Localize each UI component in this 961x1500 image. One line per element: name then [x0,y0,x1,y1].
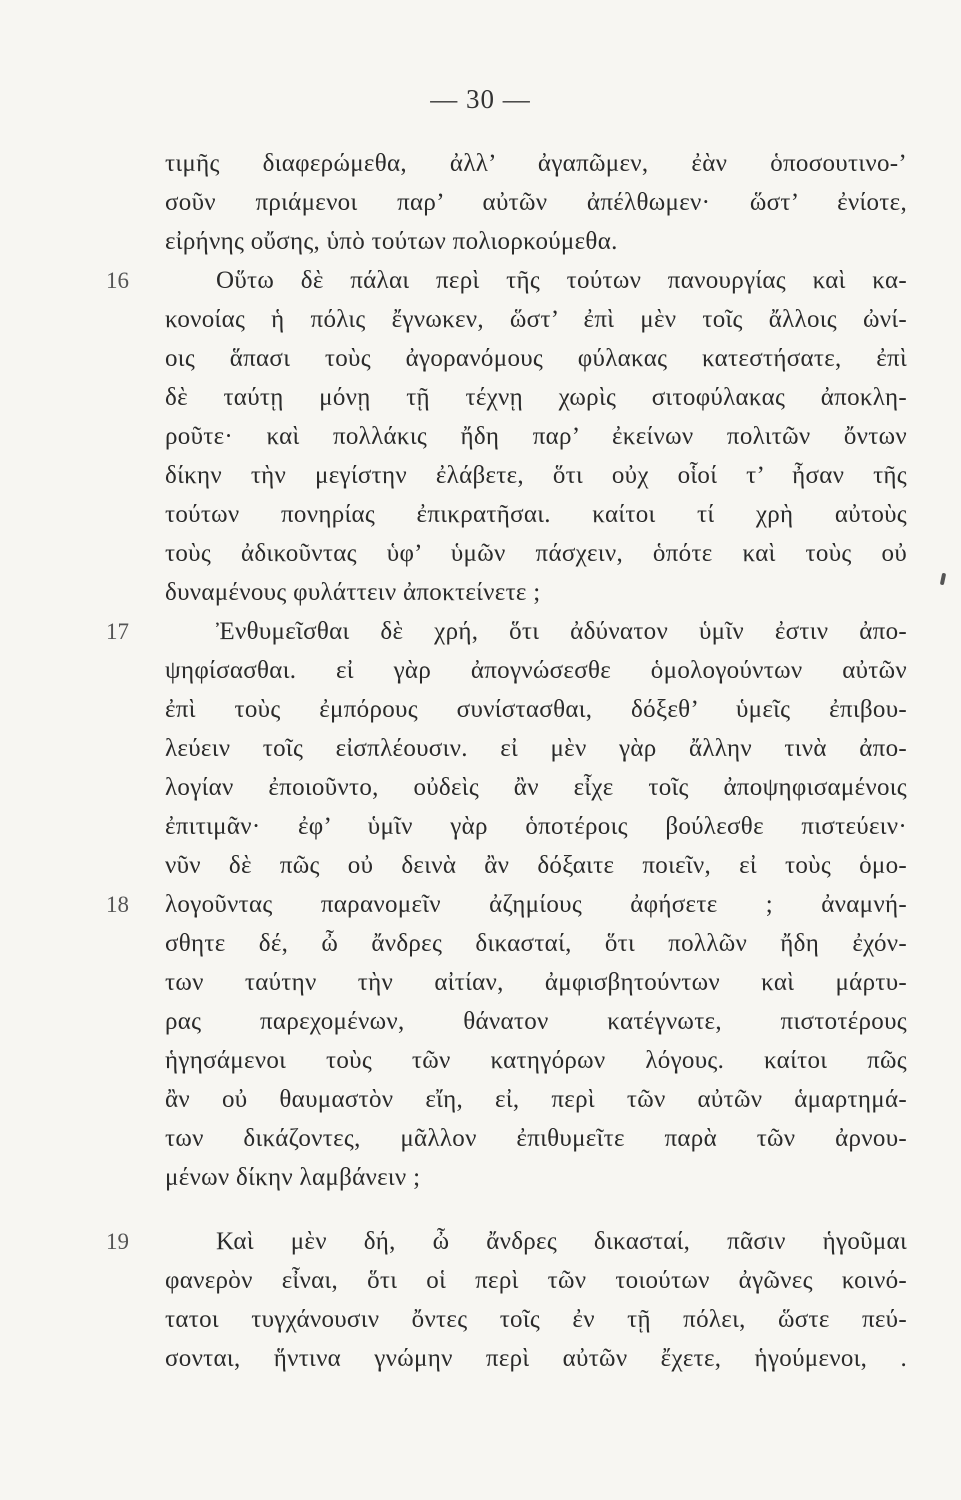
text-line: φανερὸν εἶναι, ὅτι οἱ περὶ τῶν τοιούτων ἀγῶνες κοινό- [165,1267,907,1294]
text-line: ρας παρεχομένων, θάνατον κατέγνωτε, πιστοτέρους [165,1008,907,1035]
text-line: λεύειν τοῖς εἰσπλέουσιν. εἰ μὲν γὰρ ἄλλην τινὰ ἀπο- [165,735,907,762]
text-line: των δικάζοντες, μᾶλλον ἐπιθυμεῖτε παρὰ τῶν ἀρνου- [165,1125,907,1152]
page-number: — 30 — [430,84,531,114]
text-line: λογίαν ἐποιοῦντο, οὐδεὶς ἂν εἶχε τοῖς ἀποψηφισαμένοις [165,774,907,801]
text-line: τιμῆς διαφερώμεθα, ἀλλ’ ἀγαπῶμεν, ἐὰν ὁποσουτινο-’ [165,150,907,177]
section-number: 17 [106,619,129,644]
text-line: νῦν δὲ πῶς οὐ δεινὰ ἂν δόξαιτε ποιεῖν, εἰ τοὺς ὁμο- [165,852,907,879]
text-line: σοῦν πριάμενοι παρ’ αὐτῶν ἀπέλθωμεν· ὥστ’ ἐνίοτε, [165,189,907,216]
section-number: 18 [106,892,129,917]
text-line: σθητε δέ, ὦ ἄνδρες δικασταί, ὅτι πολλῶν ἤδη ἐχόν- [165,930,907,957]
text-line: ἐπιτιμᾶν· ἐφ’ ὑμῖν γὰρ ὁποτέροις βούλεσθε πιστεύειν· [165,813,907,840]
section-number: 19 [106,1229,129,1254]
text-line: οις ἅπασι τοὺς ἀγορανόμους φύλακας κατεστήσατε, ἐπὶ [165,345,907,372]
text-line: ἐπὶ τοὺς ἐμπόρους συνίστασθαι, δόξεθ’ ὑμεῖς ἐπιβου- [165,696,907,723]
text-line: κονοίας ἡ πόλις ἔγνωκεν, ὥστ’ ἐπὶ μὲν τοῖς ἄλλοις ὠνί- [165,306,907,333]
ink-speck [940,573,946,586]
text-line: των ταύτην τὴν αἰτίαν, ἀμφισβητούντων καὶ μάρτυ- [165,969,907,996]
text-line: ἂν οὐ θαυμαστὸν εἴη, εἰ, περὶ τῶν αὐτῶν ἁμαρτημά- [165,1086,907,1113]
text-line: λογοῦντας παρανομεῖν ἀζημίους ἀφήσετε ; ἀναμνή- [165,891,907,918]
text-line: σονται, ἥντινα γνώμην περὶ αὐτῶν ἔχετε, ἡγούμενοι, . [165,1345,907,1372]
text-line: Οὕτω δὲ πάλαι περὶ τῆς τούτων πανουργίας καὶ κα- [216,267,907,294]
text-line: τατοι τυγχάνουσιν ὄντες τοῖς ἐν τῇ πόλει, ὥστε πεύ- [165,1306,907,1333]
text-line: μένων δίκην λαμβάνειν ; [165,1164,421,1191]
text-line: τοὺς ἀδικοῦντας ὑφ’ ὑμῶν πάσχειν, ὁπότε καὶ τοὺς οὐ [165,540,907,567]
text-line: ψηφίσασθαι. εἰ γὰρ ἀπογνώσεσθε ὁμολογούντων αὐτῶν [165,657,907,684]
text-line: εἰρήνης οὔσης, ὑπὸ τούτων πολιορκούμεθα. [165,228,618,255]
text-line: δίκην τὴν μεγίστην ἐλάβετε, ὅτι οὐχ οἷοί τ’ ἦσαν τῆς [165,462,907,489]
section-number: 16 [106,268,129,293]
text-line: Ἐνθυμεῖσθαι δὲ χρή, ὅτι ἀδύνατον ὑμῖν ἐστιν ἀπο- [216,618,907,645]
text-line: δὲ ταύτῃ μόνῃ τῇ τέχνῃ χωρὶς σιτοφύλακας ἀποκλη- [165,384,907,411]
text-line: τούτων πονηρίας ἐπικρατῆσαι. καίτοι τί χρὴ αὐτοὺς [165,501,907,528]
text-line: ροῦτε· καὶ πολλάκις ἤδη παρ’ ἐκείνων πολιτῶν ὄντων [165,423,907,450]
text-line: ἡγησάμενοι τοὺς τῶν κατηγόρων λόγους. καίτοι πῶς [165,1047,907,1074]
text-line: Καὶ μὲν δή, ὦ ἄνδρες δικασταί, πᾶσιν ἡγοῦμαι [216,1228,907,1255]
text-line: δυναμένους φυλάττειν ἀποκτείνετε ; [165,579,541,606]
